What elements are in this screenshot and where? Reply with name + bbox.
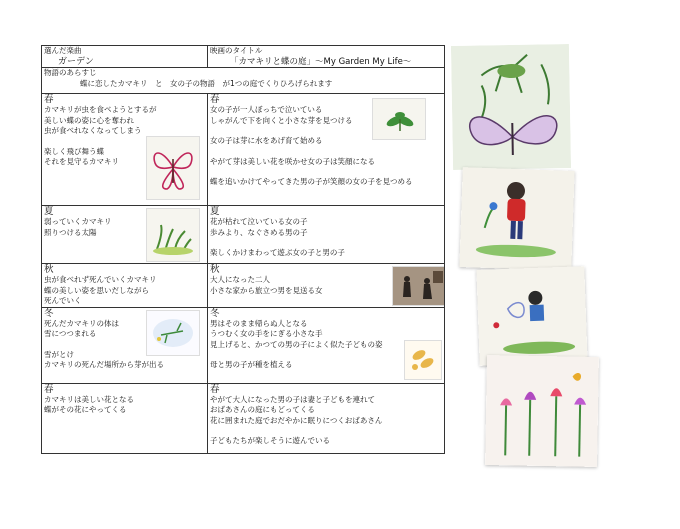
story-line: 虫が食べれず死んでいくカマキリ [44,275,157,284]
sprout-illustration [372,98,426,140]
row-5-right [208,383,445,453]
row-1-left [42,94,208,206]
movie-title: 「カマキリと蝶の庭」〜My Garden My Life〜 [230,56,412,67]
storyboard-sheet [41,45,445,473]
story-line: 蝶がその花にやってくる [44,405,127,414]
story-line: しゃがんで下を向くと小さな芽を見つける [210,115,353,125]
wilting-mantis-illustration [146,208,200,262]
season-label: 春 [44,94,54,105]
story-line: 子どもたちが楽しそうに遊んでいる [210,436,330,445]
season-label: 秋 [44,264,54,275]
story-line: 花に囲まれた庭でおだやかに眠りにつくおばあさん [210,415,383,425]
row-4-left [42,307,208,383]
story-line: 歩みより、なぐさめる男の子 [210,227,308,237]
story-line: 見上げると、かつての男の子によく似た子どもの姿 [210,339,383,349]
season-label: 夏 [210,206,220,217]
synopsis-label: 物語のあらすじ [44,68,97,77]
row-1-right [208,94,445,206]
row-5-left [42,383,208,453]
story-line: 小さな家から旅立つ男を見送る女 [210,285,323,295]
story-line: やがて大人になった男の子は妻と子どもを連れて [210,394,375,404]
row-3-left [42,264,208,308]
story-line: 花が枯れて泣いている女の子 [210,217,308,226]
story-line: やがて芽は美しい花を咲かせ女の子は笑顔になる [210,156,375,166]
boy-butterfly-photo [476,266,587,366]
story-line: 女の子が一人ぼっちで泣いている [210,105,323,114]
song-label: 選んだ楽曲 [44,46,82,55]
row-2-right [208,206,445,264]
story-line: 蝶の美しい姿を思いだしながら [44,285,149,295]
story-line: 虫が食べれなくなってしまう [44,126,142,135]
butterfly-illustration [146,136,200,200]
row-2-left [42,206,208,264]
story-line: カマキリの死んだ場所から芽が出る [44,360,164,369]
seed-planting-illustration [404,340,442,380]
story-line: おばあさんの庭にもどってくる [210,405,315,414]
story-line: 美しい蝶の姿に心を奪われ [44,115,134,125]
story-line: 楽しくかけまわって遊ぶ女の子と男の子 [210,248,345,257]
synopsis-cell [42,68,445,94]
season-label: 冬 [44,307,54,319]
mantis-butterfly-photo [451,44,571,170]
snow-mantis-illustration [146,310,200,356]
girl-flower-photo [459,167,574,271]
season-label: 春 [210,94,220,105]
song-value: ガーデン [58,56,94,67]
song-cell [42,46,208,68]
season-label: 春 [210,383,220,395]
story-line: 母と男の子が種を植える [210,360,293,369]
synopsis-text: 蝶に恋したカマキリ と 女の子の物語 が1つの庭でくりひろげられます [80,78,333,88]
story-line: 弱っていくカマキリ [44,217,112,226]
story-line: カマキリは美しい花となる [44,394,134,404]
tulip-garden-photo [485,355,599,467]
season-label: 春 [44,383,54,395]
parting-couple-illustration [392,266,445,306]
season-label: 夏 [44,206,54,217]
storyboard-table [41,45,445,454]
story-line: それを見守るカマキリ [44,157,119,166]
story-line: 雪につつまれる [44,329,97,338]
story-line: 女の子は芽に水をあげ育て始める [210,136,323,145]
movie-title-cell [208,46,445,68]
story-line: 大人になった二人 [210,275,270,284]
story-line: 蝶を追いかけてやってきた男の子が笑顔の女の子を見つめる [210,177,413,186]
story-line: 死んだカマキリの体は [44,318,119,328]
movie-title-label: 映画のタイトル [210,46,263,55]
story-line: 楽しく飛び舞う蝶 [44,146,104,156]
story-line: 死んでいく [44,296,82,305]
row-4-right [208,307,445,383]
story-line: うつむく女の手をにぎる小さな手 [210,329,323,338]
story-line: 照りつける太陽 [44,227,97,237]
row-3-right [208,264,445,308]
story-line: 雪がとけ [44,349,74,359]
season-label: 秋 [210,264,220,275]
story-line: 男はそのまま帰らぬ人となる [210,318,308,328]
story-line: カマキリが虫を食べようとするが [44,105,157,114]
season-label: 冬 [210,307,220,319]
